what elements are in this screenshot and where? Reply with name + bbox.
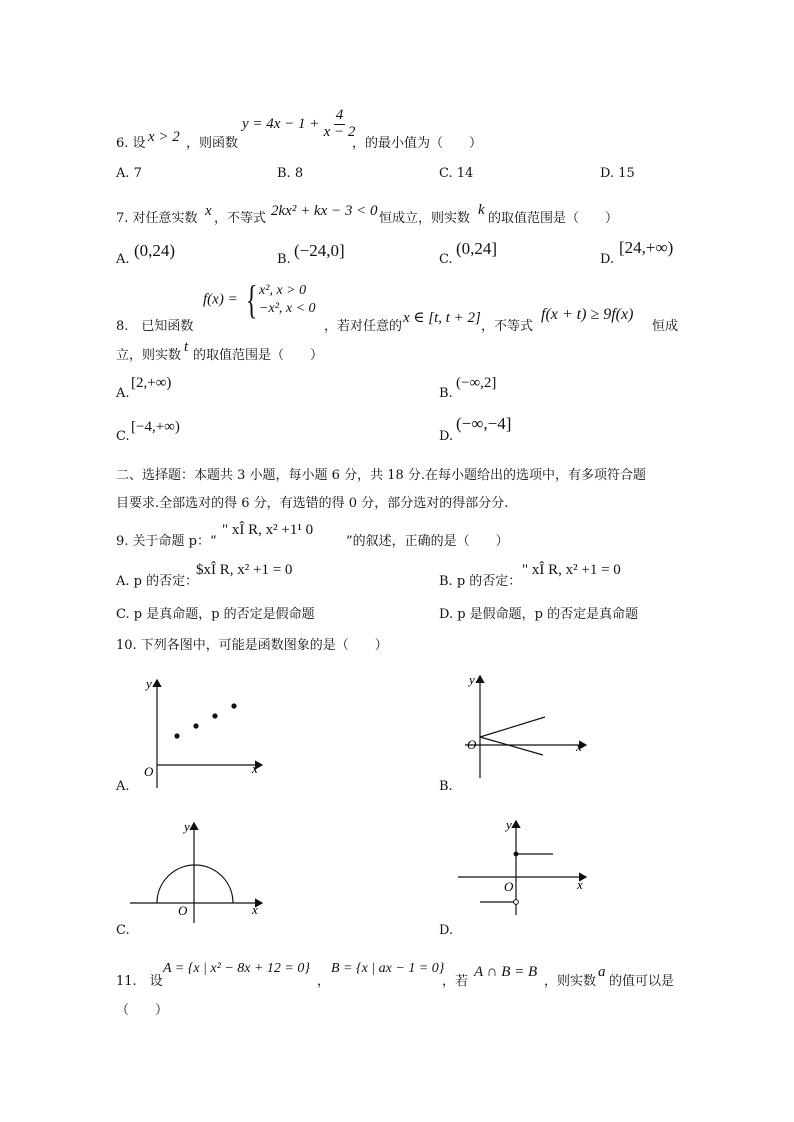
q6-condition: x > 2	[148, 129, 180, 145]
q7-option-c-value: (0,24]	[456, 239, 498, 258]
origin-label: O	[467, 737, 477, 752]
q9-option-a-label: A. p 的否定：	[116, 574, 199, 589]
q8-domain: x ∈ [t, t + 2]	[403, 310, 481, 326]
q9-option-b-label: B. p 的否定：	[439, 574, 522, 589]
origin-label: O	[178, 903, 188, 918]
q11-variable-a: a	[598, 964, 606, 980]
q10-label-a: A.	[116, 779, 130, 794]
q6-frac-denominator: x − 2	[323, 123, 356, 140]
q7-option-c-label: C.	[439, 252, 453, 267]
q10-label-b: B.	[439, 779, 453, 794]
q7-variable-x: x	[205, 203, 212, 219]
q10-label-d: D.	[439, 923, 454, 938]
q11-stem-c: ，则实数	[544, 974, 597, 989]
q8-variable-t: t	[184, 339, 189, 355]
q7-stem-d: 的取值范围是（ ）	[488, 211, 619, 226]
q8-piecewise-function	[203, 277, 316, 322]
q8-line2-a: 立，则实数	[116, 348, 182, 363]
q11-stem-a: 11. 设	[116, 974, 163, 989]
q8-inequality: f(x + t) ≥ 9f(x)	[541, 306, 634, 323]
q9-stem-a: 9. 关于命题 p：“	[116, 534, 217, 549]
q6-function-lhs: y = 4x − 1 +	[242, 115, 320, 132]
point	[193, 723, 198, 728]
left-brace-icon: {	[245, 277, 258, 322]
q9-proposition: " xÎ R, x² +1¹ 0	[222, 522, 314, 538]
q6-option-b: B. 8	[277, 166, 304, 181]
q6-option-c: C. 14	[439, 166, 474, 181]
q8-option-a-value: [2,+∞)	[131, 375, 172, 391]
q8-stem-c: ，不等式	[481, 319, 534, 334]
origin-label: O	[144, 764, 154, 779]
q10-label-c: C.	[116, 923, 130, 938]
section2-intro-line1: 二、选择题：本题共 3 小题，每小题 6 分，共 18 分.在每小题给出的选项中，有多项符合题	[116, 468, 647, 483]
q8-option-c-value: [−4,+∞)	[131, 419, 180, 435]
q11-answer-blank: （ ）	[116, 1003, 169, 1018]
q8-case-1: x², x > 0	[259, 282, 307, 298]
q6-function	[242, 108, 355, 141]
y-axis-label: y	[184, 819, 190, 834]
point	[231, 703, 236, 708]
semicircle-arc	[157, 865, 233, 903]
q6-stem-a: 6. 设	[116, 136, 146, 151]
q7-option-d-value: [24,+∞)	[619, 238, 674, 257]
y-axis-label: y	[506, 817, 512, 832]
q7-option-b-label: B.	[277, 252, 291, 267]
q7-option-b-value: (−24,0]	[294, 241, 345, 260]
upper-ray	[480, 717, 545, 737]
q10-graph-d	[450, 815, 600, 920]
q8-stem-d: 恒成	[652, 319, 679, 334]
closed-point	[514, 852, 519, 857]
q8-option-c-label: C.	[116, 429, 130, 444]
q7-option-a-label: A.	[116, 252, 130, 267]
open-point	[514, 900, 519, 905]
q7-inequality: 2kx² + kx − 3 < 0	[271, 203, 378, 219]
q11-condition: A ∩ B = B	[474, 964, 538, 980]
q6-option-a: A. 7	[116, 166, 142, 181]
section2-intro-line2: 目要求.全部选对的得 6 分，有选错的得 0 分，部分选对的得部分分.	[116, 496, 509, 511]
q8-option-d-value: (−∞,−4]	[456, 414, 512, 433]
q8-line2-b: 的取值范围是（ ）	[193, 348, 324, 363]
lower-ray	[480, 737, 543, 755]
q7-stem-c: 恒成立，则实数	[379, 211, 471, 226]
q11-set-b: B = {x | ax − 1 = 0}	[331, 961, 445, 976]
point	[212, 713, 217, 718]
x-axis-label: x	[576, 739, 582, 754]
q9-option-b-expr: " xÎ R, x² +1 = 0	[522, 562, 621, 578]
q11-separator: ，	[317, 974, 331, 989]
q9-option-c: C. p 是真命题，p 的否定是假命题	[116, 607, 315, 622]
q7-option-a-value: (0,24)	[134, 241, 176, 260]
q8-option-b-label: B.	[439, 386, 453, 401]
q10-stem: 10. 下列各图中，可能是函数图象的是（ ）	[116, 638, 388, 653]
q9-stem-b: ”的叙述，正确的是（ ）	[346, 534, 509, 549]
y-axis-label: y	[469, 672, 475, 687]
origin-label: O	[504, 879, 514, 894]
q10-graph-c	[120, 815, 280, 925]
q8-case-2: −x², x < 0	[259, 301, 316, 316]
x-axis-label: x	[252, 761, 258, 776]
q7-stem-b: ，不等式	[214, 211, 267, 226]
q7-variable-k: k	[478, 202, 485, 218]
q6-option-d: D. 15	[600, 166, 635, 181]
q6-stem-c: ，的最小值为（ ）	[352, 136, 483, 151]
x-axis-label: x	[577, 877, 583, 892]
q7-option-d-label: D.	[600, 252, 615, 267]
q9-option-d: D. p 是假命题，p 的否定是真命题	[439, 607, 639, 622]
q8-function-lhs: f(x) =	[203, 291, 238, 308]
q9-option-a-expr: $xÎ R, x² +1 = 0	[196, 562, 293, 578]
q11-stem-b: ，若	[442, 974, 469, 989]
q8-option-a-label: A.	[116, 386, 130, 401]
q8-stem-b: ，若对任意的	[324, 319, 403, 334]
q6-frac-numerator: 4	[335, 107, 344, 123]
q8-option-b-value: (−∞,2]	[456, 375, 497, 391]
q10-graph-b	[440, 668, 600, 788]
q11-stem-d: 的值可以是	[609, 974, 675, 989]
q7-stem-a: 7. 对任意实数	[116, 211, 198, 226]
y-axis-label: y	[146, 676, 152, 691]
q6-stem-b: ，则函数	[186, 136, 239, 151]
q8-stem-a: 8. 已知函数	[116, 319, 194, 334]
q11-set-a: A = {x | x² − 8x + 12 = 0}	[163, 961, 310, 976]
x-axis-label: x	[252, 902, 258, 917]
q8-option-d-label: D.	[439, 429, 454, 444]
point	[174, 733, 179, 738]
